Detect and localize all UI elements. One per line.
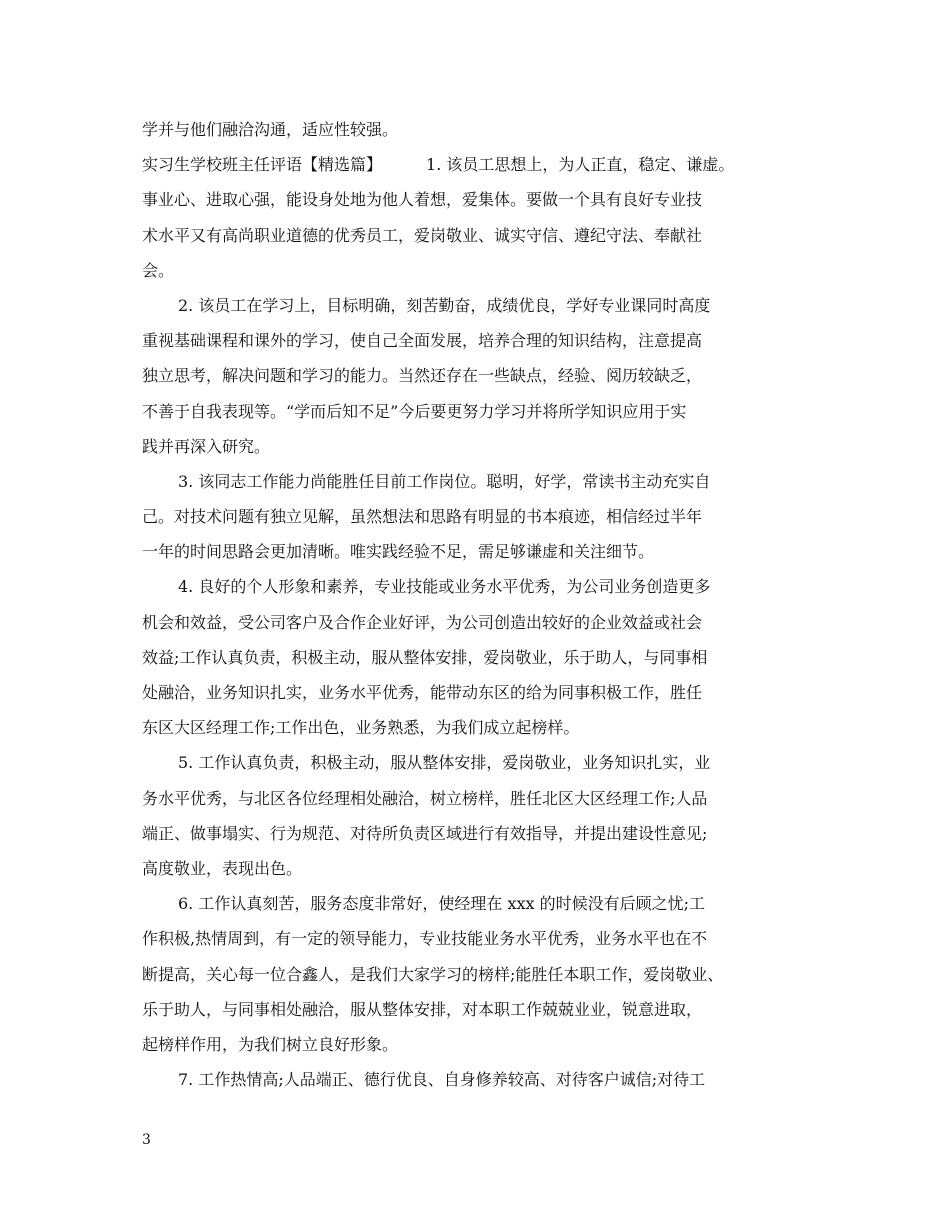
section-heading-line	[142, 147, 812, 182]
item-1-first-line: 1. 该员工思想上，为人正直，稳定、谦虚。	[426, 155, 735, 175]
item-3-line-2: 己。对技术问题有独立见解，虽然想法和思路有明显的书本痕迹，相信经过半年	[142, 507, 703, 527]
item-2-line-5: 践并再深入研究。	[142, 436, 271, 456]
document-body	[142, 112, 812, 1097]
item-5-line-2: 务水平优秀，与北区各位经理相处融洽，树立榜样，胜任北区大区经理工作;人品	[142, 788, 708, 808]
item-4-line-1: 4. 良好的个人形象和素养，专业技能或业务水平优秀，为公司业务创造更多	[178, 577, 711, 597]
item-4-line-2: 机会和效益，受公司客户及合作企业好评，为公司创造出较好的企业效益或社会	[142, 612, 703, 632]
item-5-line-3: 端正、做事塌实、行为规范、对待所负责区域进行有效指导，并提出建设性意见;	[142, 823, 708, 843]
item-6-line-2: 作积极,热情周到，有一定的领导能力，专业技能业务水平优秀，业务水平也在不	[142, 929, 708, 949]
text-line-5: 会。	[142, 260, 175, 280]
item-6-line-4: 乐于助人，与同事相处融洽，服从整体安排，对本职工作兢兢业业，锐意进取，	[142, 999, 703, 1019]
item-2-line-3: 独立思考，解决问题和学习的能力。当然还存在一些缺点，经验、阅历较缺乏，	[142, 366, 703, 386]
item-3-line-3: 一年的时间思路会更加清晰。唯实践经验不足，需足够谦虚和关注细节。	[142, 542, 655, 562]
item-5-line-4: 高度敬业，表现出色。	[142, 858, 303, 878]
item-4-line-5: 东区大区经理工作;工作出色，业务熟悉，为我们成立起榜样。	[142, 718, 580, 738]
item-4-line-3: 效益;工作认真负责，积极主动，服从整体安排，爱岗敬业，乐于助人，与同事相	[142, 647, 708, 667]
item-7-line-1: 7. 工作热情高;人品端正、德行优良、自身修养较高、对待客户诚信;对待工	[178, 1070, 706, 1090]
page-number: 3	[142, 1132, 151, 1148]
text-line-3: 事业心、进取心强，能设身处地为他人着想，爱集体。要做一个具有良好专业技	[142, 190, 703, 210]
item-6-line-3: 断提高，关心每一位合鑫人，是我们大家学习的榜样;能胜任本职工作，爱岗敬业、	[142, 964, 724, 984]
section-title: 实习生学校班主任评语【精选篇】	[142, 155, 383, 175]
item-4-line-4: 处融洽，业务知识扎实，业务水平优秀，能带动东区的给为同事积极工作，胜任	[142, 683, 703, 702]
item-6-line-5: 起榜样作用，为我们树立良好形象。	[142, 1034, 399, 1054]
text-line-1: 学并与他们融洽沟通，适应性较强。	[142, 120, 399, 139]
item-2-line-4: 不善于自我表现等。“学而后知不足”今后要更努力学习并将所学知识应用于实	[142, 401, 687, 421]
text-line-4: 术水平又有高尚职业道德的优秀员工，爱岗敬业、诚实守信、遵纪守法、奉献社	[142, 225, 703, 245]
item-3-line-1: 3. 该同志工作能力尚能胜任目前工作岗位。聪明，好学，常读书主动充实自	[178, 471, 711, 491]
item-2-line-1: 2. 该员工在学习上，目标明确，刻苦勤奋，成绩优良，学好专业课同时高度	[178, 295, 711, 315]
item-5-line-1: 5. 工作认真负责，积极主动，服从整体安排，爱岗敬业，业务知识扎实，业	[178, 753, 711, 773]
item-6-line-1: 6. 工作认真刻苦，服务态度非常好，使经理在 xxx 的时候没有后顾之忧;工	[178, 894, 705, 914]
item-2-line-2: 重视基础课程和课外的学习，使自己全面发展，培养合理的知识结构，注意提高	[142, 331, 703, 351]
